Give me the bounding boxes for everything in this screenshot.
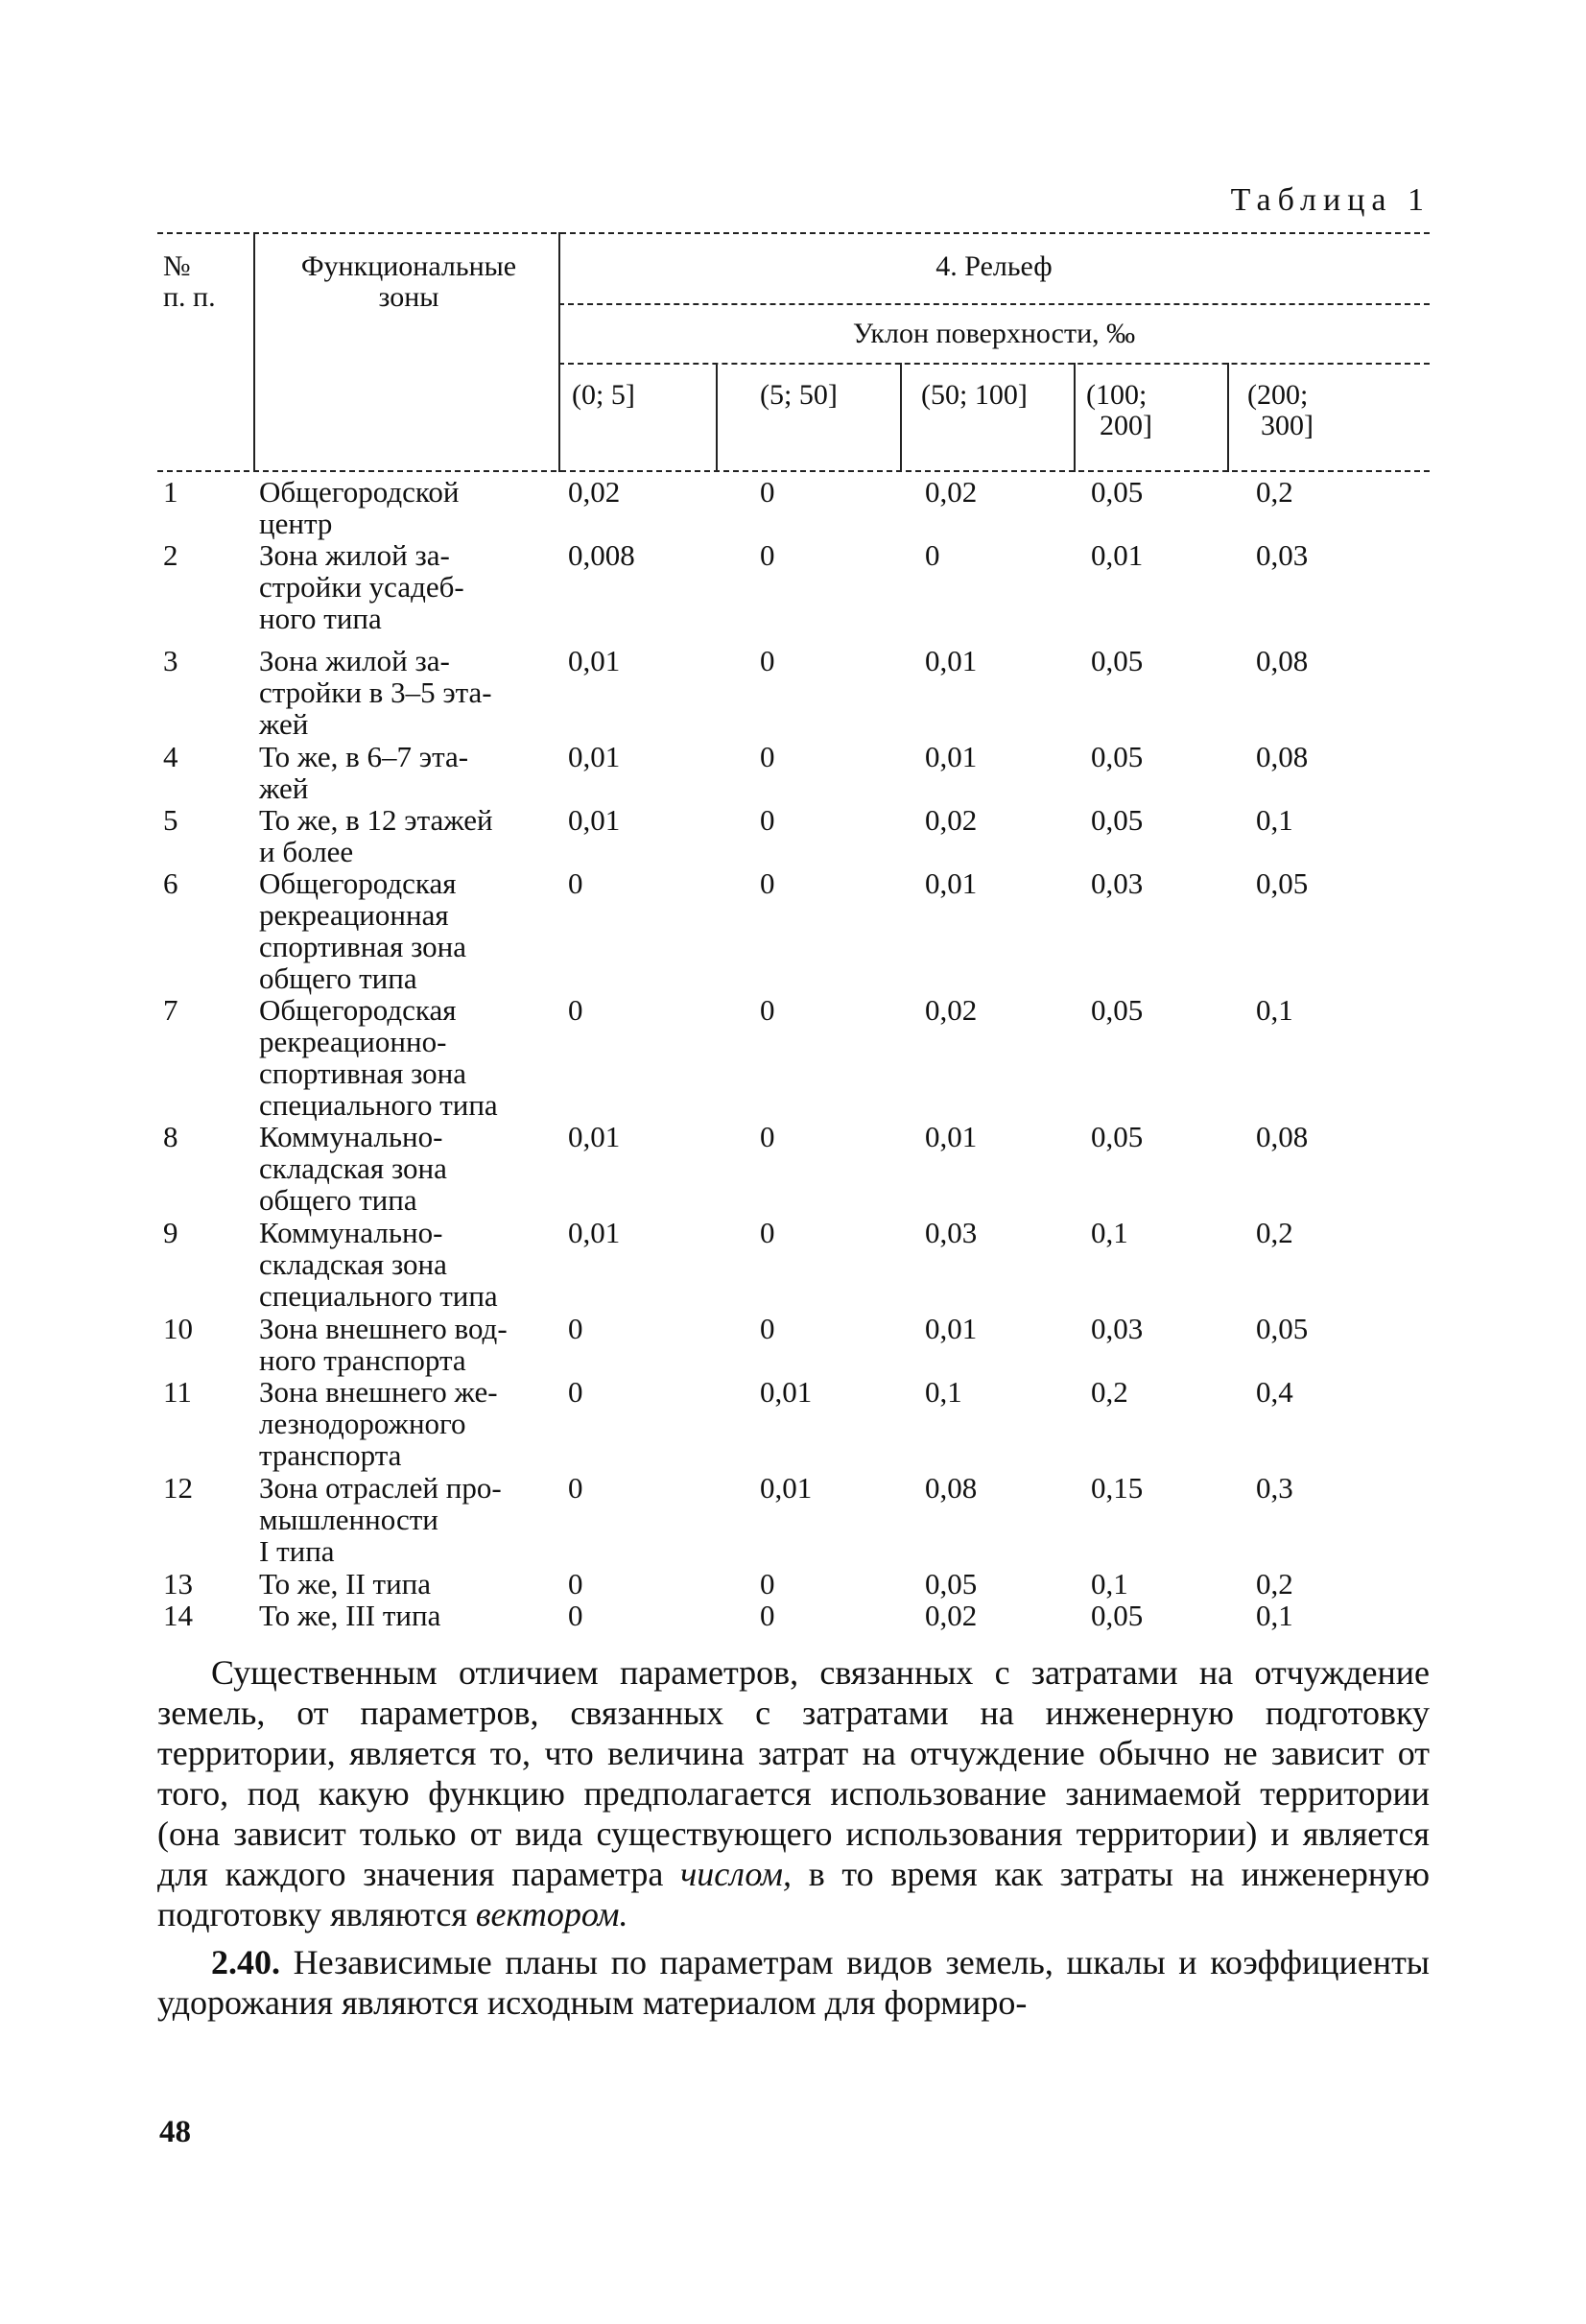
row-zone-name [259,741,547,804]
row-value: 0 [568,1567,583,1601]
zone-name-line: жей [259,707,309,741]
row-value: 0,01 [925,1312,978,1345]
row-value: 0,05 [1256,866,1309,900]
range-divider [716,363,718,472]
row-value: 0 [760,1567,775,1601]
row-value: 0,01 [925,866,978,900]
row-number: 12 [163,1471,193,1505]
zone-name-line: Коммунально- [259,1120,443,1153]
zone-name-line: Общегородской [259,475,460,509]
row-zone-name [259,539,547,634]
row-value: 0,1 [1256,993,1293,1027]
row-value: 0,03 [1091,1312,1144,1345]
zone-name-line: ного транспорта [259,1343,466,1377]
header-zone-line1: Функциональные [300,250,517,282]
zone-name-line: специального типа [259,1088,498,1122]
row-value: 0,01 [1091,538,1144,572]
row-number: 7 [163,993,178,1027]
table-row [157,1313,1430,1376]
row-number: 10 [163,1312,193,1345]
row-value: 0,01 [568,644,621,677]
paragraph-1-italic-vector: вектором. [475,1895,628,1933]
table-row [157,1376,1430,1472]
row-value: 0 [568,1599,583,1632]
table-header [157,232,1430,472]
row-number: 2 [163,538,178,572]
row-value: 0 [760,1216,775,1249]
table-row [157,741,1430,804]
row-value: 0,2 [1091,1375,1128,1409]
table-row [157,867,1430,994]
row-value: 0 [760,538,775,572]
row-number: 3 [163,644,178,677]
table-row [157,1217,1430,1313]
row-zone-name [259,1600,547,1631]
row-value: 0 [568,1471,583,1505]
zone-name-line: транспорта [259,1438,402,1472]
row-value: 0 [760,1120,775,1153]
paragraph-1-italic-number: числом, [680,1855,792,1893]
table-row [157,476,1430,539]
body-text [157,1652,1430,2023]
row-value: 0,05 [1091,993,1144,1027]
table-row [157,539,1430,645]
header-divider [253,232,255,472]
row-value: 0,01 [568,1120,621,1153]
row-value: 0 [760,993,775,1027]
row-number: 14 [163,1599,193,1632]
table-row [157,1600,1430,1631]
range-label-200-300-line1: (200; [1247,379,1309,411]
table-row [157,645,1430,741]
zone-name-line: складская зона [259,1151,447,1185]
row-value: 0,01 [760,1375,813,1409]
paragraph-1-part2: в то время как затраты на инженерную подготовку являются [157,1855,1430,1933]
row-value: 0,1 [1091,1216,1128,1249]
row-value: 0 [760,866,775,900]
row-value: 0,03 [1091,866,1144,900]
header-bottom-rule [157,470,1430,472]
row-value: 0,1 [925,1375,962,1409]
row-value: 0,01 [568,1216,621,1249]
zone-name-line: рекреационная [259,898,449,932]
zone-name-line: складская зона [259,1247,447,1281]
row-value: 0,02 [925,993,978,1027]
header-num-line1: № [163,250,191,282]
row-zone-name [259,476,547,539]
header-num-line2: п. п. [163,281,216,313]
row-value: 0,08 [925,1471,978,1505]
zone-name-line: I типа [259,1534,335,1568]
paragraph-1 [157,1652,1430,1934]
row-value: 0,03 [925,1216,978,1249]
row-value: 0,01 [925,1120,978,1153]
row-value: 0,01 [568,803,621,837]
row-number: 11 [163,1375,192,1409]
row-number: 8 [163,1120,178,1153]
range-label-100-200-line2: 200] [1100,410,1152,441]
row-zone-name [259,867,547,994]
zone-name-line: специального типа [259,1279,498,1313]
row-value: 0,08 [1256,644,1309,677]
row-zone-name [259,994,547,1121]
row-value: 0,05 [1091,475,1144,509]
row-value: 0,2 [1256,1216,1293,1249]
zone-name-line: жей [259,771,309,805]
row-number: 5 [163,803,178,837]
row-value: 0 [568,1375,583,1409]
row-value: 0,05 [1091,740,1144,773]
row-zone-name [259,1472,547,1567]
zone-name-line: общего типа [259,1183,417,1217]
row-value: 0,008 [568,538,635,572]
zone-name-line: мышленности [259,1503,438,1536]
range-divider [1227,363,1229,472]
paragraph-2-text: Независимые планы по параметрам видов земель, шкалы и коэффициенты удорожания являются исходным материалом для формиро- [157,1943,1430,2022]
zone-name-line: Общегородская [259,866,457,900]
header-zone-line2: зоны [378,281,439,313]
zone-name-line: лезнодорожного [259,1407,466,1440]
row-value: 0,05 [1091,1599,1144,1632]
row-value: 0,05 [1091,803,1144,837]
zone-name-line: Зона жилой за- [259,644,450,677]
zone-name-line: общего типа [259,961,417,995]
row-zone-name [259,1568,547,1600]
row-number: 4 [163,740,178,773]
table-row [157,994,1430,1121]
zone-name-line: Зона жилой за- [259,538,450,572]
row-value: 0,1 [1256,803,1293,837]
row-value: 0,08 [1256,1120,1309,1153]
row-value: 0,01 [568,740,621,773]
zone-name-line: Общегородская [259,993,457,1027]
header-subgroup-slope: Уклон поверхности, ‰ [852,318,1136,349]
row-value: 0,05 [1256,1312,1309,1345]
row-value: 0 [760,475,775,509]
relief-table [157,232,1430,1632]
header-group-relief: 4. Рельеф [935,250,1053,282]
row-value: 0,3 [1256,1471,1293,1505]
row-number: 13 [163,1567,193,1601]
row-value: 0,03 [1256,538,1309,572]
table-title: Таблица 1 [1230,182,1431,218]
row-value: 0 [568,993,583,1027]
zone-name-line: спортивная зона [259,930,466,963]
row-value: 0,1 [1091,1567,1128,1601]
row-number: 1 [163,475,178,509]
range-label-50-100: (50; 100] [921,379,1028,411]
row-value: 0 [760,1599,775,1632]
row-number: 9 [163,1216,178,1249]
range-label-0-5: (0; 5] [572,379,635,411]
row-zone-name [259,1313,547,1376]
row-number: 6 [163,866,178,900]
row-value: 0,2 [1256,475,1293,509]
paragraph-2 [157,1942,1430,2023]
row-value: 0,01 [760,1471,813,1505]
zone-name-line: Зона внешнего же- [259,1375,498,1409]
row-value: 0,05 [925,1567,978,1601]
row-zone-name [259,804,547,867]
zone-name-line: Коммунально- [259,1216,443,1249]
table-row [157,1472,1430,1568]
range-label-5-50: (5; 50] [760,379,838,411]
zone-name-line: спортивная зона [259,1056,466,1090]
row-value: 0 [568,866,583,900]
row-value: 0,01 [925,644,978,677]
table-row [157,1568,1430,1600]
zone-name-line: ного типа [259,602,382,635]
header-range-rule [558,363,1430,365]
table-row [157,804,1430,867]
zone-name-line: Зона внешнего вод- [259,1312,508,1345]
row-value: 0,08 [1256,740,1309,773]
row-value: 0,02 [568,475,621,509]
row-value: 0 [568,1312,583,1345]
range-divider [1074,363,1076,472]
row-zone-name [259,645,547,740]
row-value: 0 [760,740,775,773]
row-zone-name [259,1376,547,1471]
row-value: 0,15 [1091,1471,1144,1505]
zone-name-line: центр [259,507,333,540]
zone-name-line: стройки усадеб- [259,570,464,604]
range-label-200-300-line2: 300] [1261,410,1314,441]
row-value: 0,02 [925,475,978,509]
page-number: 48 [159,2115,191,2149]
paragraph-1-part1: Существенным отличием параметров, связанных с затратами на отчуждение земель, от параметров, связанных с затратами на инженерную подготовку территории, является то, что величина затрат на отчуждение обычно не зависит от того, под какую функцию предполагается использование занимаемой территории (она зависит только от вида существующего использования территории) и является для каждого значения параметра [157,1653,1430,1893]
zone-name-line: и более [259,835,354,868]
zone-name-line: То же, III типа [259,1599,441,1632]
header-mid-rule [558,303,1430,305]
row-value: 0,2 [1256,1567,1293,1601]
zone-name-line: То же, в 6–7 эта- [259,740,469,773]
paragraph-2-number: 2.40. [211,1943,280,1981]
row-zone-name [259,1217,547,1312]
zone-name-line: стройки в 3–5 эта- [259,676,492,709]
row-value: 0,05 [1091,644,1144,677]
header-top-rule [157,232,1430,234]
row-zone-name [259,1121,547,1216]
row-value: 0,4 [1256,1375,1293,1409]
zone-name-line: рекреационно- [259,1025,447,1058]
range-label-100-200-line1: (100; [1086,379,1148,411]
row-value: 0,02 [925,1599,978,1632]
row-value: 0 [760,644,775,677]
row-value: 0 [925,538,940,572]
zone-name-line: Зона отраслей про- [259,1471,502,1505]
row-value: 0,02 [925,803,978,837]
zone-name-line: То же, в 12 этажей [259,803,493,837]
row-value: 0,05 [1091,1120,1144,1153]
zone-name-line: То же, II типа [259,1567,432,1601]
row-value: 0,01 [925,740,978,773]
range-divider [900,363,902,472]
table-row [157,1121,1430,1217]
row-value: 0,1 [1256,1599,1293,1632]
row-value: 0 [760,803,775,837]
row-value: 0 [760,1312,775,1345]
